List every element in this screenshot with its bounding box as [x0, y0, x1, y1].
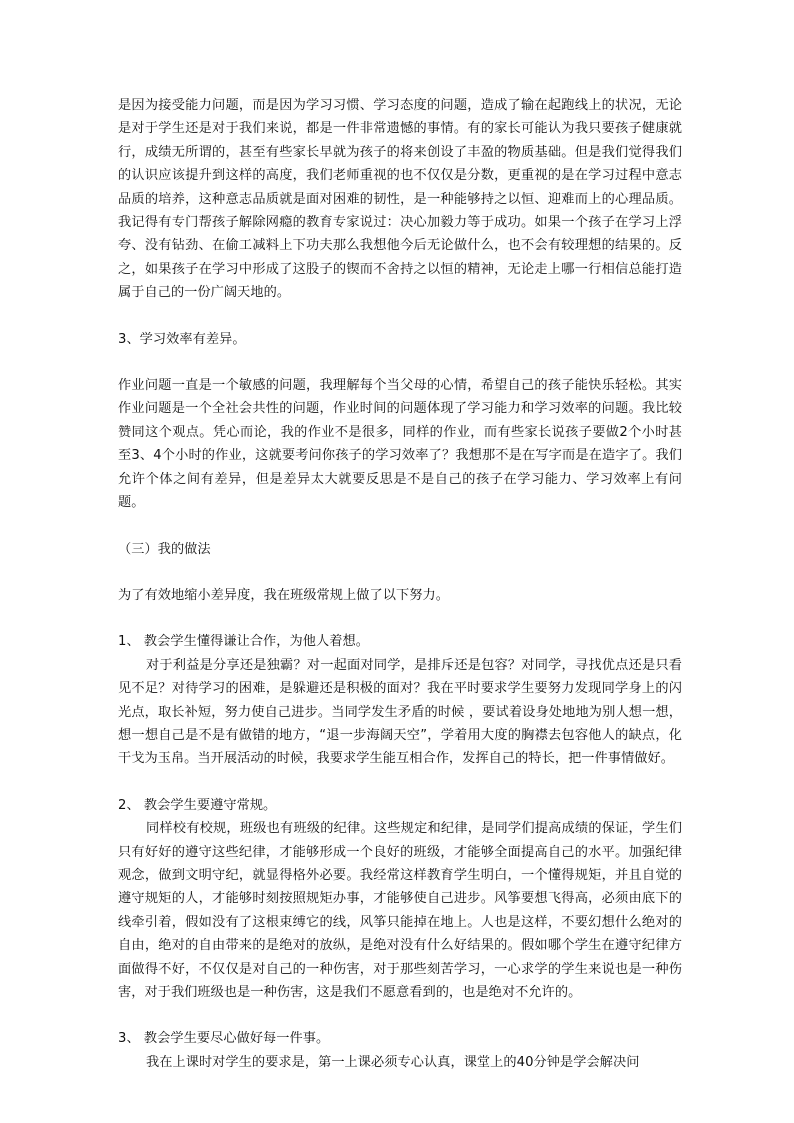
list-item-body: 我在上课时对学生的要求是，第一上课必须专心认真，课堂上的40分钟是学会解决问 — [146, 1054, 640, 1070]
list-item-title: 1、 教会学生懂得谦让合作，为他人着想。 — [118, 634, 369, 650]
list-item-title: 3、 教会学生要尽心做好每一件事。 — [118, 1031, 330, 1047]
list-item-title: 2、 教会学生要遵守常规。 — [118, 797, 277, 813]
list-item-body: 对于利益是分享还是独霸？对一起面对同学，是排斥还是包容？对同学，寻找优点还是只看见不足？对待学习的困难，是躲避还是积极的面对？我在平时要求学生要努力发现同学身上的闪光点，取长补短，努力使自己进步。当同学发生矛盾的时候 ，要试着设身处地地为别人想一想，想一想自己是不是有做错的地方，“退一步海阔天空”，学着用大度的胸襟去包容他人的缺点，化干戈为玉帛。当开展活动的时候，我要求学生能互相合作，发挥自己的特长，把一件事情做好。 — [118, 657, 682, 767]
intro-paragraph: 为了有效地缩小差异度，我在班级常规上做了以下努力。 — [118, 587, 449, 603]
list-item-body: 同样校有校规，班级也有班级的纪律。这些规定和纪律，是同学们提高成绩的保证，学生们只有好好的遵守这些纪律，才能够形成一个良好的班级，才能够全面提高自己的水平。加强纪律观念，做到文明守纪，就显得格外必要。我经常这样教育学生明白，一个懂得规矩，并且自觉的遵守规矩的人，才能够时刻按照规矩办事，才能够使自己进步。风筝要想飞得高，必须由底下的线牵引着，假如没有了这根束缚它的线，风筝只能掉在地上。人也是这样，不要幻想什么绝对的自由，绝对的自由带来的是绝对的放纵，是绝对没有什么好结果的。假如哪个学生在遵守纪律方面做得不好，不仅仅是对自己的一种伤害，对于那些刻苦学习，一心求学的学生来说也是一种伤害，对于我们班级也是一种伤害，这是我们不愿意看到的，也是绝对不允许的。 — [118, 821, 682, 1000]
body-paragraph: 作业问题一直是一个敏感的问题，我理解每个当父母的心情，希望自己的孩子能快乐轻松。其实作业问题是一个全社会共性的问题，作业时间的问题体现了学习能力和学习效率的问题。我比较赞同这个观点。凭心而论，我的作业不是很多，同样的作业，而有些家长说孩子要做2个小时甚至3、4个小时的作业，这就要考问你孩子的学习效率了？我想那不是在写字而是在造字了。我们允许个体之间有差异，但是差异太大就要反思是不是自己的孩子在学习能力、学习效率上有问题。 — [118, 378, 682, 511]
body-paragraph: 是因为接受能力问题，而是因为学习习惯、学习态度的问题，造成了输在起跑线上的状况，无论是对于学生还是对于我们来说，都是一件非常遗憾的事情。有的家长可能认为我只要孩子健康就行，成绩无所谓的，甚至有些家长早就为孩子的将来创设了丰盈的物质基础。但是我们觉得我们的认识应该提升到这样的高度，我们老师重视的也不仅仅是分数，更重视的是在学习过程中意志品质的培养，这种意志品质就是面对困难的韧性，是一种能够持之以恒、迎难而上的心理品质。我记得有专门帮孩子解除网瘾的教育专家说过：决心加毅力等于成功。如果一个孩子在学习上浮夸、没有钻劲、在偷工减料上下功夫那么我想他今后无论做什么，也不会有较理想的结果的。反之，如果孩子在学习中形成了这股子的锲而不舍持之以恒的精神，无论走上哪一行相信总能打造属于自己的一份广阔天地的。 — [118, 98, 682, 301]
subheading-learning-efficiency: 3、学习效率有差异。 — [118, 331, 246, 347]
document-page — [118, 94, 682, 1074]
section-heading: （三）我的做法 — [118, 541, 211, 557]
